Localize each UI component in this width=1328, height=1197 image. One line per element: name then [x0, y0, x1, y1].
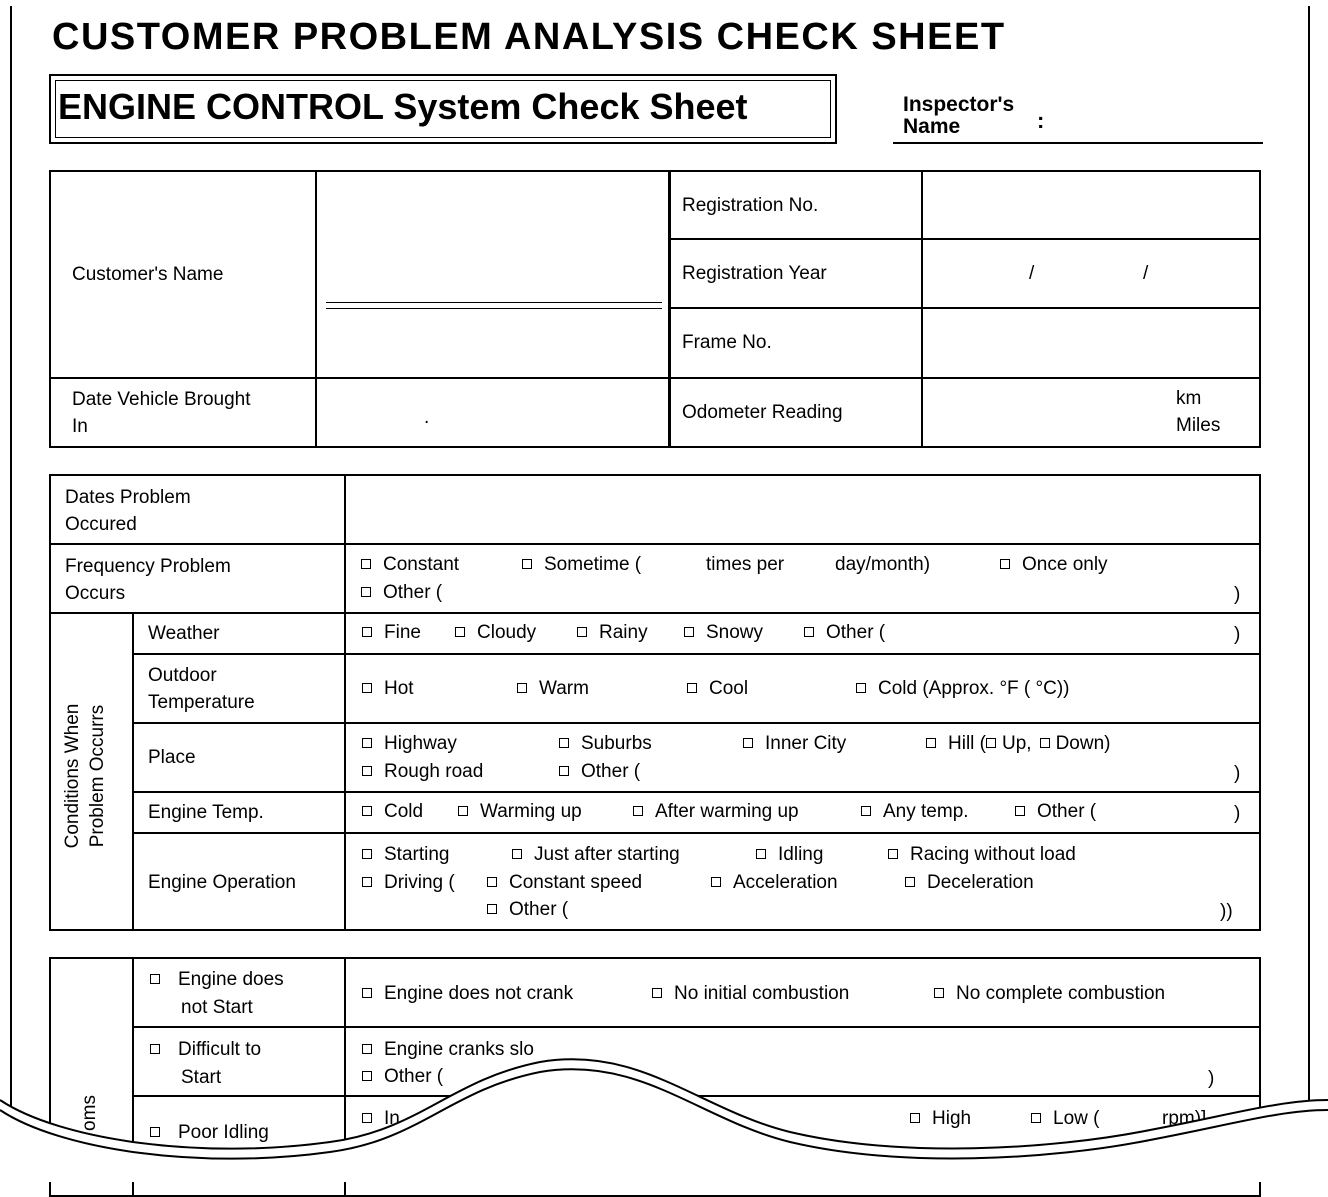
inspector-name-label: Inspector's Name [903, 93, 1015, 138]
dates-problem-label: Dates Problem Occured [65, 487, 191, 535]
option-snowy[interactable]: Snowy [684, 619, 763, 646]
option-ds-other[interactable]: Other ( [362, 1063, 443, 1090]
close-paren: ) [1234, 584, 1241, 605]
option-cranks-slowly[interactable]: Engine cranks slo [362, 1036, 534, 1063]
option-et-warming[interactable]: Warming up [458, 798, 582, 825]
option-pi-high[interactable]: High [910, 1105, 971, 1132]
option-highway[interactable]: Highway [362, 730, 457, 757]
option-frequency-other[interactable]: Other ( [361, 579, 442, 606]
option-no-complete[interactable]: No complete combustion [934, 980, 1165, 1007]
symptoms-group-label: oms [79, 1095, 100, 1131]
close-paren: ) [1234, 803, 1241, 824]
option-cool[interactable]: Cool [687, 675, 748, 702]
option-hill[interactable]: Hill ( Up, Down) [926, 730, 1110, 757]
customers-name-label: Customer's Name [72, 264, 224, 285]
option-et-any[interactable]: Any temp. [861, 798, 969, 825]
option-poor-idling-partial[interactable]: In [362, 1105, 400, 1132]
registration-year-label: Registration Year [682, 263, 827, 284]
option-fine[interactable]: Fine [362, 619, 421, 646]
option-pi-low[interactable]: Low ( [1031, 1105, 1099, 1132]
option-difficult-to-start[interactable]: Difficult to [150, 1036, 261, 1063]
option-eo-racing[interactable]: Racing without load [888, 841, 1076, 868]
frequency-label: Frequency Problem Occurs [65, 556, 231, 604]
option-eo-decel[interactable]: Deceleration [905, 869, 1034, 896]
option-rainy[interactable]: Rainy [577, 619, 648, 646]
close-paren: ) [1208, 1068, 1215, 1089]
option-eo-starting[interactable]: Starting [362, 841, 449, 868]
option-suburbs[interactable]: Suburbs [559, 730, 652, 757]
option-place-other[interactable]: Other ( [559, 758, 640, 785]
option-once-only[interactable]: Once only [1000, 551, 1108, 578]
option-et-after[interactable]: After warming up [633, 798, 799, 825]
close-paren: ) [1234, 624, 1241, 645]
option-rough-road[interactable]: Rough road [362, 758, 483, 785]
date-brought-in-label: Date Vehicle Brought In [72, 389, 251, 437]
option-eo-accel[interactable]: Acceleration [711, 869, 838, 896]
option-sometime[interactable]: Sometime ( [522, 551, 641, 578]
option-et-other[interactable]: Other ( [1015, 798, 1096, 825]
conditions-group-label: Conditions When Problem Occurrs [62, 703, 108, 849]
option-cold[interactable]: Cold (Approx. °F ( °C)) [856, 675, 1070, 702]
option-cloudy[interactable]: Cloudy [455, 619, 536, 646]
engine-temp-label: Engine Temp. [148, 802, 264, 823]
option-inner-city[interactable]: Inner City [743, 730, 846, 757]
option-eo-constant[interactable]: Constant speed [487, 869, 642, 896]
option-et-cold[interactable]: Cold [362, 798, 423, 825]
option-no-crank[interactable]: Engine does not crank [362, 980, 573, 1007]
frequency-day-month: day/month) [835, 554, 931, 575]
inspector-colon: : [1037, 108, 1045, 133]
close-double-paren: )) [1220, 901, 1233, 922]
option-eo-just-after[interactable]: Just after starting [512, 841, 680, 868]
frequency-times-per: times per [706, 554, 785, 575]
option-warm[interactable]: Warm [517, 675, 589, 702]
engine-does-not-start-line2: not Start [181, 997, 253, 1018]
option-eo-idling[interactable]: Idling [756, 841, 823, 868]
odometer-unit-km: km [1176, 388, 1202, 409]
year-slash-1: / [1029, 263, 1035, 284]
sheet-title: CUSTOMER PROBLEM ANALYSIS CHECK SHEET [52, 16, 1006, 58]
option-constant[interactable]: Constant [361, 551, 459, 578]
close-paren: ) [1234, 763, 1241, 784]
option-no-initial[interactable]: No initial combustion [652, 980, 849, 1007]
registration-no-label: Registration No. [682, 195, 819, 216]
pi-rpm: rpm)] [1162, 1108, 1207, 1129]
year-slash-2: / [1143, 263, 1149, 284]
option-engine-does-not-start[interactable]: Engine does [150, 966, 284, 993]
option-eo-driving[interactable]: Driving ( [362, 869, 455, 896]
option-weather-other[interactable]: Other ( [804, 619, 885, 646]
frame-no-label: Frame No. [682, 332, 772, 353]
outdoor-temperature-label: Outdoor Temperature [148, 665, 255, 713]
option-hot[interactable]: Hot [362, 675, 414, 702]
weather-label: Weather [148, 623, 220, 644]
date-dot: . [424, 407, 430, 428]
subtitle: ENGINE CONTROL System Check Sheet [58, 86, 748, 127]
engine-operation-label: Engine Operation [148, 872, 296, 893]
difficult-to-start-line2: Start [181, 1067, 222, 1088]
odometer-unit-miles: Miles [1176, 415, 1221, 436]
option-poor-idling[interactable]: Poor Idling [150, 1119, 269, 1146]
option-eo-other[interactable]: Other ( [487, 896, 568, 923]
place-label: Place [148, 747, 196, 768]
odometer-label: Odometer Reading [682, 402, 843, 423]
